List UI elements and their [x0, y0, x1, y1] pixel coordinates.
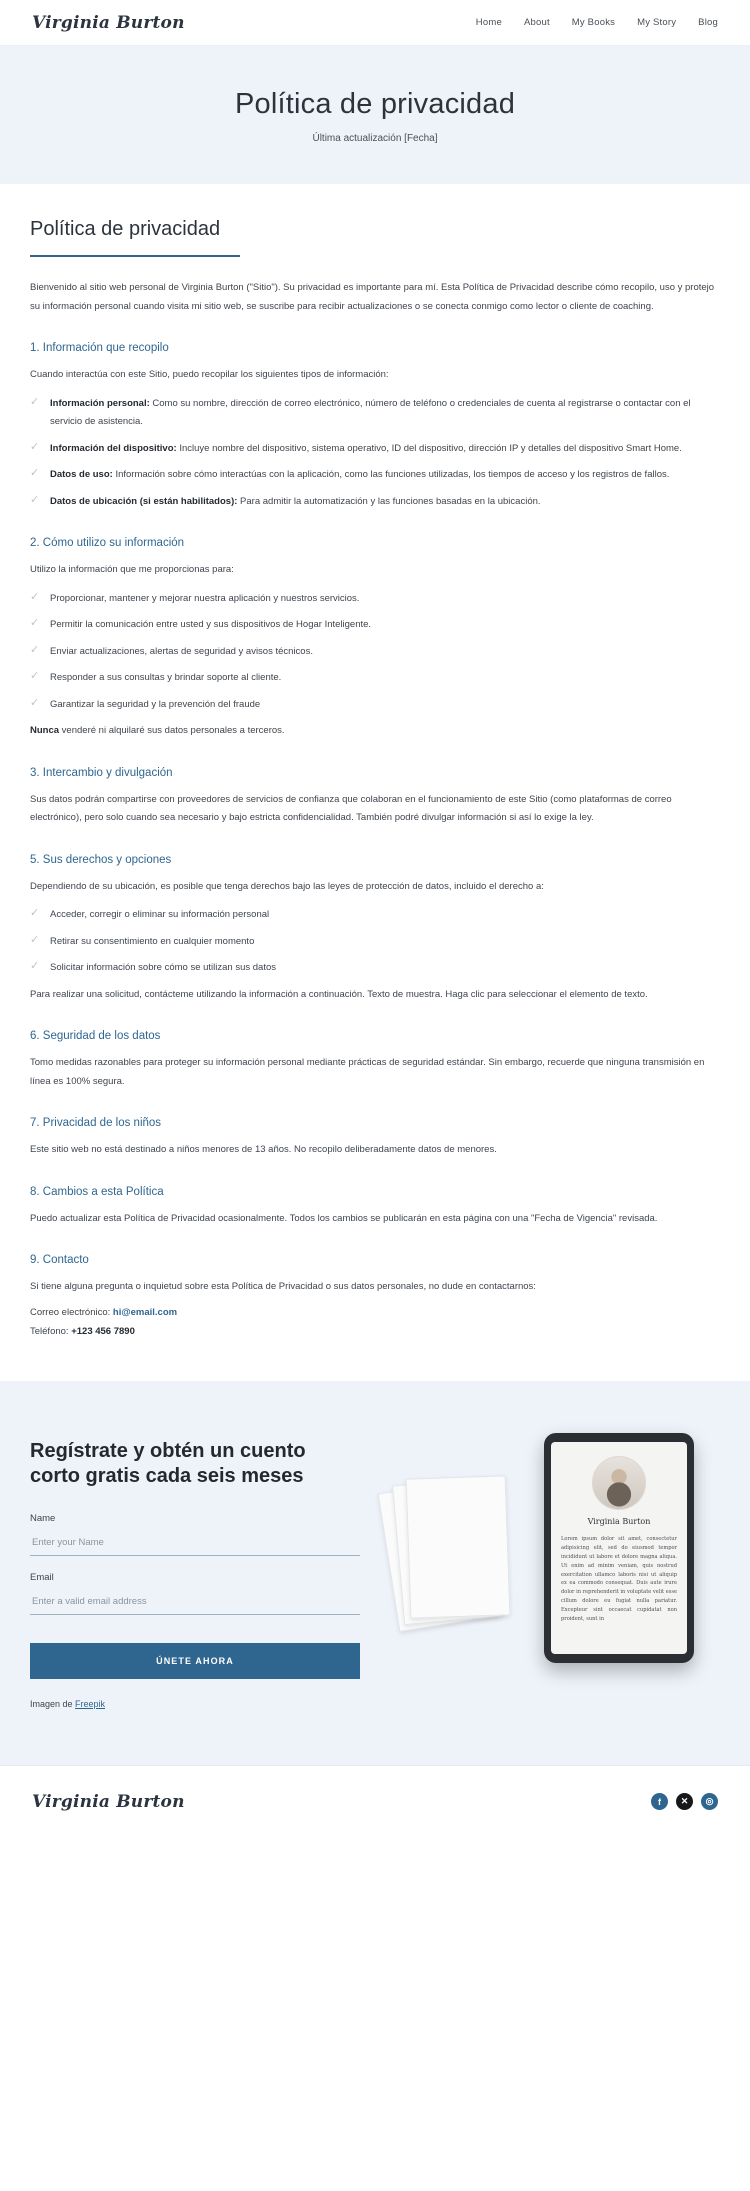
section-heading-9: 9. Contacto — [30, 1254, 89, 1267]
list-item — [30, 440, 720, 459]
newsletter-title: Regístrate y obtén un cuento corto gratis cada seis meses — [30, 1439, 306, 1487]
paper-stack — [388, 1475, 508, 1635]
list-item-text: Solicitar información sobre cómo se utilizan sus datos — [50, 962, 276, 974]
page-title: Política de privacidad — [30, 218, 221, 240]
section-heading-2: 2. Cómo utilizo su información — [30, 537, 185, 550]
name-input[interactable] — [30, 1533, 360, 1556]
check-icon: ✓ — [30, 933, 40, 946]
check-icon: ✓ — [30, 907, 40, 920]
check-icon: ✓ — [30, 395, 40, 408]
section-2-lead: Utilizo la información que me proporcionas para: — [30, 564, 234, 576]
list-item — [30, 933, 720, 952]
list-item-bold: Información personal: — [50, 397, 150, 409]
freepik-link[interactable]: Freepik — [75, 1698, 106, 1709]
list-item — [30, 643, 720, 662]
section-5-lead: Dependiendo de su ubicación, es posible que tenga derechos bajo las leyes de protección de datos, incluido el derecho a: — [30, 880, 544, 892]
nav-item-my-story[interactable]: My Story — [637, 17, 677, 28]
nav-item-my-books[interactable]: My Books — [571, 17, 616, 28]
check-icon: ✓ — [30, 960, 40, 973]
main-navigation — [476, 17, 718, 28]
name-field-group — [30, 1513, 360, 1556]
contact-phone-label: Teléfono: — [30, 1325, 72, 1337]
tablet-body-text: Lorem ipsum dolor sit amet, consectetur adipisicing elit, sed do eiusmod tempor incididunt ut labore et dolore magna aliqua. Ut enim ad minim veniam, quis nostrud exercitation ullamco laboris nisi ut aliquip ex ea commodo consequat. Duis aute irure dolor in reprehenderit in voluptate velit esse cillum dolore eu fugiat nulla pariatur. Excepteur sint occaecat cupidatat non proident, sunt in — [561, 1535, 677, 1623]
check-icon: ✓ — [30, 467, 40, 480]
list-item-text: Incluye nombre del dispositivo, sistema operativo, ID del dispositivo, dirección IP y detalles del dispositivo Smart Home. — [176, 442, 682, 454]
section-2-note — [30, 722, 720, 741]
intro-paragraph: Bienvenido al sitio web personal de Virginia Burton ("Sitio"). Su privacidad es importante para mí. Esta Política de Privacidad describe cómo recopilo, uso y protejo su información personal cuando visita mi sitio web, se suscribe para recibir actualizaciones o se conecta conmigo como lector o cliente de coaching. — [30, 282, 715, 312]
image-credit — [30, 1699, 360, 1709]
hero-banner — [0, 46, 750, 184]
contact-email-label: Correo electrónico: — [30, 1306, 113, 1318]
site-footer — [0, 1765, 750, 1838]
instagram-icon[interactable]: ◎ — [701, 1793, 718, 1810]
email-field-group — [30, 1572, 360, 1615]
list-item-text: Acceder, corregir o eliminar su información personal — [50, 909, 270, 921]
list-item-text: Proporcionar, mantener y mejorar nuestra aplicación y nuestros servicios. — [50, 592, 360, 604]
check-icon: ✓ — [30, 670, 40, 683]
section-2-note-bold: Nunca — [30, 725, 60, 737]
hero-subtitle: Última actualización [Fecha] — [312, 133, 438, 144]
list-item — [30, 616, 720, 635]
nav-item-home[interactable]: Home — [475, 17, 502, 28]
newsletter-form — [30, 1433, 360, 1709]
list-item-bold: Datos de uso: — [50, 469, 113, 481]
section-7-text: Este sitio web no está destinado a niños menores de 13 años. No recopilo deliberadamente datos de menores. — [30, 1144, 497, 1156]
join-now-button[interactable]: ÚNETE AHORA — [30, 1643, 360, 1679]
site-header — [0, 0, 750, 46]
x-twitter-icon[interactable]: ✕ — [676, 1793, 693, 1810]
section-heading-5: 5. Sus derechos y opciones — [30, 853, 172, 866]
contact-email-line — [30, 1303, 720, 1322]
list-item-text: Para admitir la automatización y las funciones basadas en la ubicación. — [237, 495, 541, 507]
section-2-list — [30, 590, 720, 715]
contact-phone-line — [30, 1322, 720, 1341]
nav-item-about[interactable]: About — [523, 17, 550, 28]
footer-brand-logo[interactable]: Virginia Burton — [32, 1791, 185, 1812]
list-item — [30, 959, 720, 978]
section-1-lead: Cuando interactúa con este Sitio, puedo recopilar los siguientes tipos de información: — [30, 369, 389, 381]
list-item — [30, 906, 720, 925]
main-content — [0, 184, 750, 1381]
check-icon: ✓ — [30, 643, 40, 656]
contact-email-value[interactable]: hi@email.com — [112, 1306, 178, 1318]
section-9-text: Si tiene alguna pregunta o inquietud sobre esta Política de Privacidad o sus datos personales, no dude en contactarnos: — [30, 1281, 536, 1293]
check-icon: ✓ — [30, 590, 40, 603]
list-item — [30, 590, 720, 609]
name-label: Name — [30, 1512, 56, 1524]
section-heading-6: 6. Seguridad de los datos — [30, 1030, 161, 1043]
list-item-text: Información sobre cómo interactúas con la aplicación, como las funciones utilizadas, los tiempos de acceso y los registros de fallos. — [112, 469, 670, 481]
email-input[interactable] — [30, 1592, 360, 1615]
list-item-text: Permitir la comunicación entre usted y sus dispositivos de Hogar Inteligente. — [50, 619, 372, 631]
title-underline — [30, 255, 240, 257]
section-5-note: Para realizar una solicitud, contácteme utilizando la información a continuación. Texto de muestra. Haga clic para seleccionar el elemento de texto. — [30, 988, 648, 1000]
section-5-list — [30, 906, 720, 978]
list-item-bold: Información del dispositivo: — [50, 442, 177, 454]
newsletter-section — [0, 1381, 750, 1765]
section-heading-7: 7. Privacidad de los niños — [30, 1117, 162, 1130]
social-links — [651, 1793, 718, 1810]
list-item — [30, 395, 720, 432]
section-2-note-text: venderé ni alquilaré sus datos personales a terceros. — [59, 725, 285, 737]
tablet-illustration — [380, 1433, 720, 1698]
section-heading-3: 3. Intercambio y divulgación — [30, 766, 173, 779]
hero-title: Política de privacidad — [234, 88, 516, 120]
check-icon: ✓ — [30, 617, 40, 630]
list-item-text: Responder a sus consultas y brindar soporte al cliente. — [50, 672, 282, 684]
tablet-screen — [551, 1442, 687, 1654]
section-1-list — [30, 395, 720, 512]
list-item — [30, 466, 720, 485]
section-heading-8: 8. Cambios a esta Política — [30, 1185, 164, 1198]
author-avatar — [592, 1456, 646, 1510]
check-icon: ✓ — [30, 493, 40, 506]
list-item — [30, 669, 720, 688]
list-item-text: Como su nombre, dirección de correo electrónico, número de teléfono o credenciales de cuenta al registrarse o contactar con el servicio de asistencia. — [50, 397, 691, 428]
list-item-bold: Datos de ubicación (si están habilitados): — [50, 495, 238, 507]
section-heading-1: 1. Información que recopilo — [30, 342, 169, 355]
image-credit-prefix: Imagen de — [30, 1698, 76, 1709]
list-item-text: Garantizar la seguridad y la prevención del fraude — [50, 698, 261, 710]
section-8-text: Puedo actualizar esta Política de Privacidad ocasionalmente. Todos los cambios se publicarán en esta página con una "Fecha de Vigencia" revisada. — [30, 1212, 658, 1224]
email-label: Email — [30, 1571, 54, 1583]
list-item-text: Retirar su consentimiento en cualquier momento — [50, 935, 255, 947]
check-icon: ✓ — [30, 440, 40, 453]
section-3-text: Sus datos podrán compartirse con proveedores de servicios de confianza que colaboran en el funcionamiento de este Sitio (como plataformas de correo electrónico), pero solo cuando sea necesario y bajo estricta confidencialidad. También podré divulgar información si así lo exige la ley. — [30, 793, 672, 824]
list-item-text: Enviar actualizaciones, alertas de seguridad y avisos técnicos. — [50, 645, 313, 657]
brand-logo[interactable]: Virginia Burton — [32, 12, 185, 33]
facebook-icon[interactable]: f — [651, 1793, 668, 1810]
contact-phone-value: +123 456 7890 — [71, 1325, 135, 1337]
tablet-author-name: Virginia Burton — [587, 1516, 651, 1526]
list-item — [30, 493, 720, 512]
check-icon: ✓ — [30, 696, 40, 709]
tablet-device — [544, 1433, 694, 1663]
section-6-text: Tomo medidas razonables para proteger su información personal mediante prácticas de seguridad estándar. Sin embargo, recuerde que ninguna transmisión en línea es 100% segura. — [30, 1057, 705, 1087]
list-item — [30, 696, 720, 715]
nav-item-blog[interactable]: Blog — [698, 17, 718, 28]
